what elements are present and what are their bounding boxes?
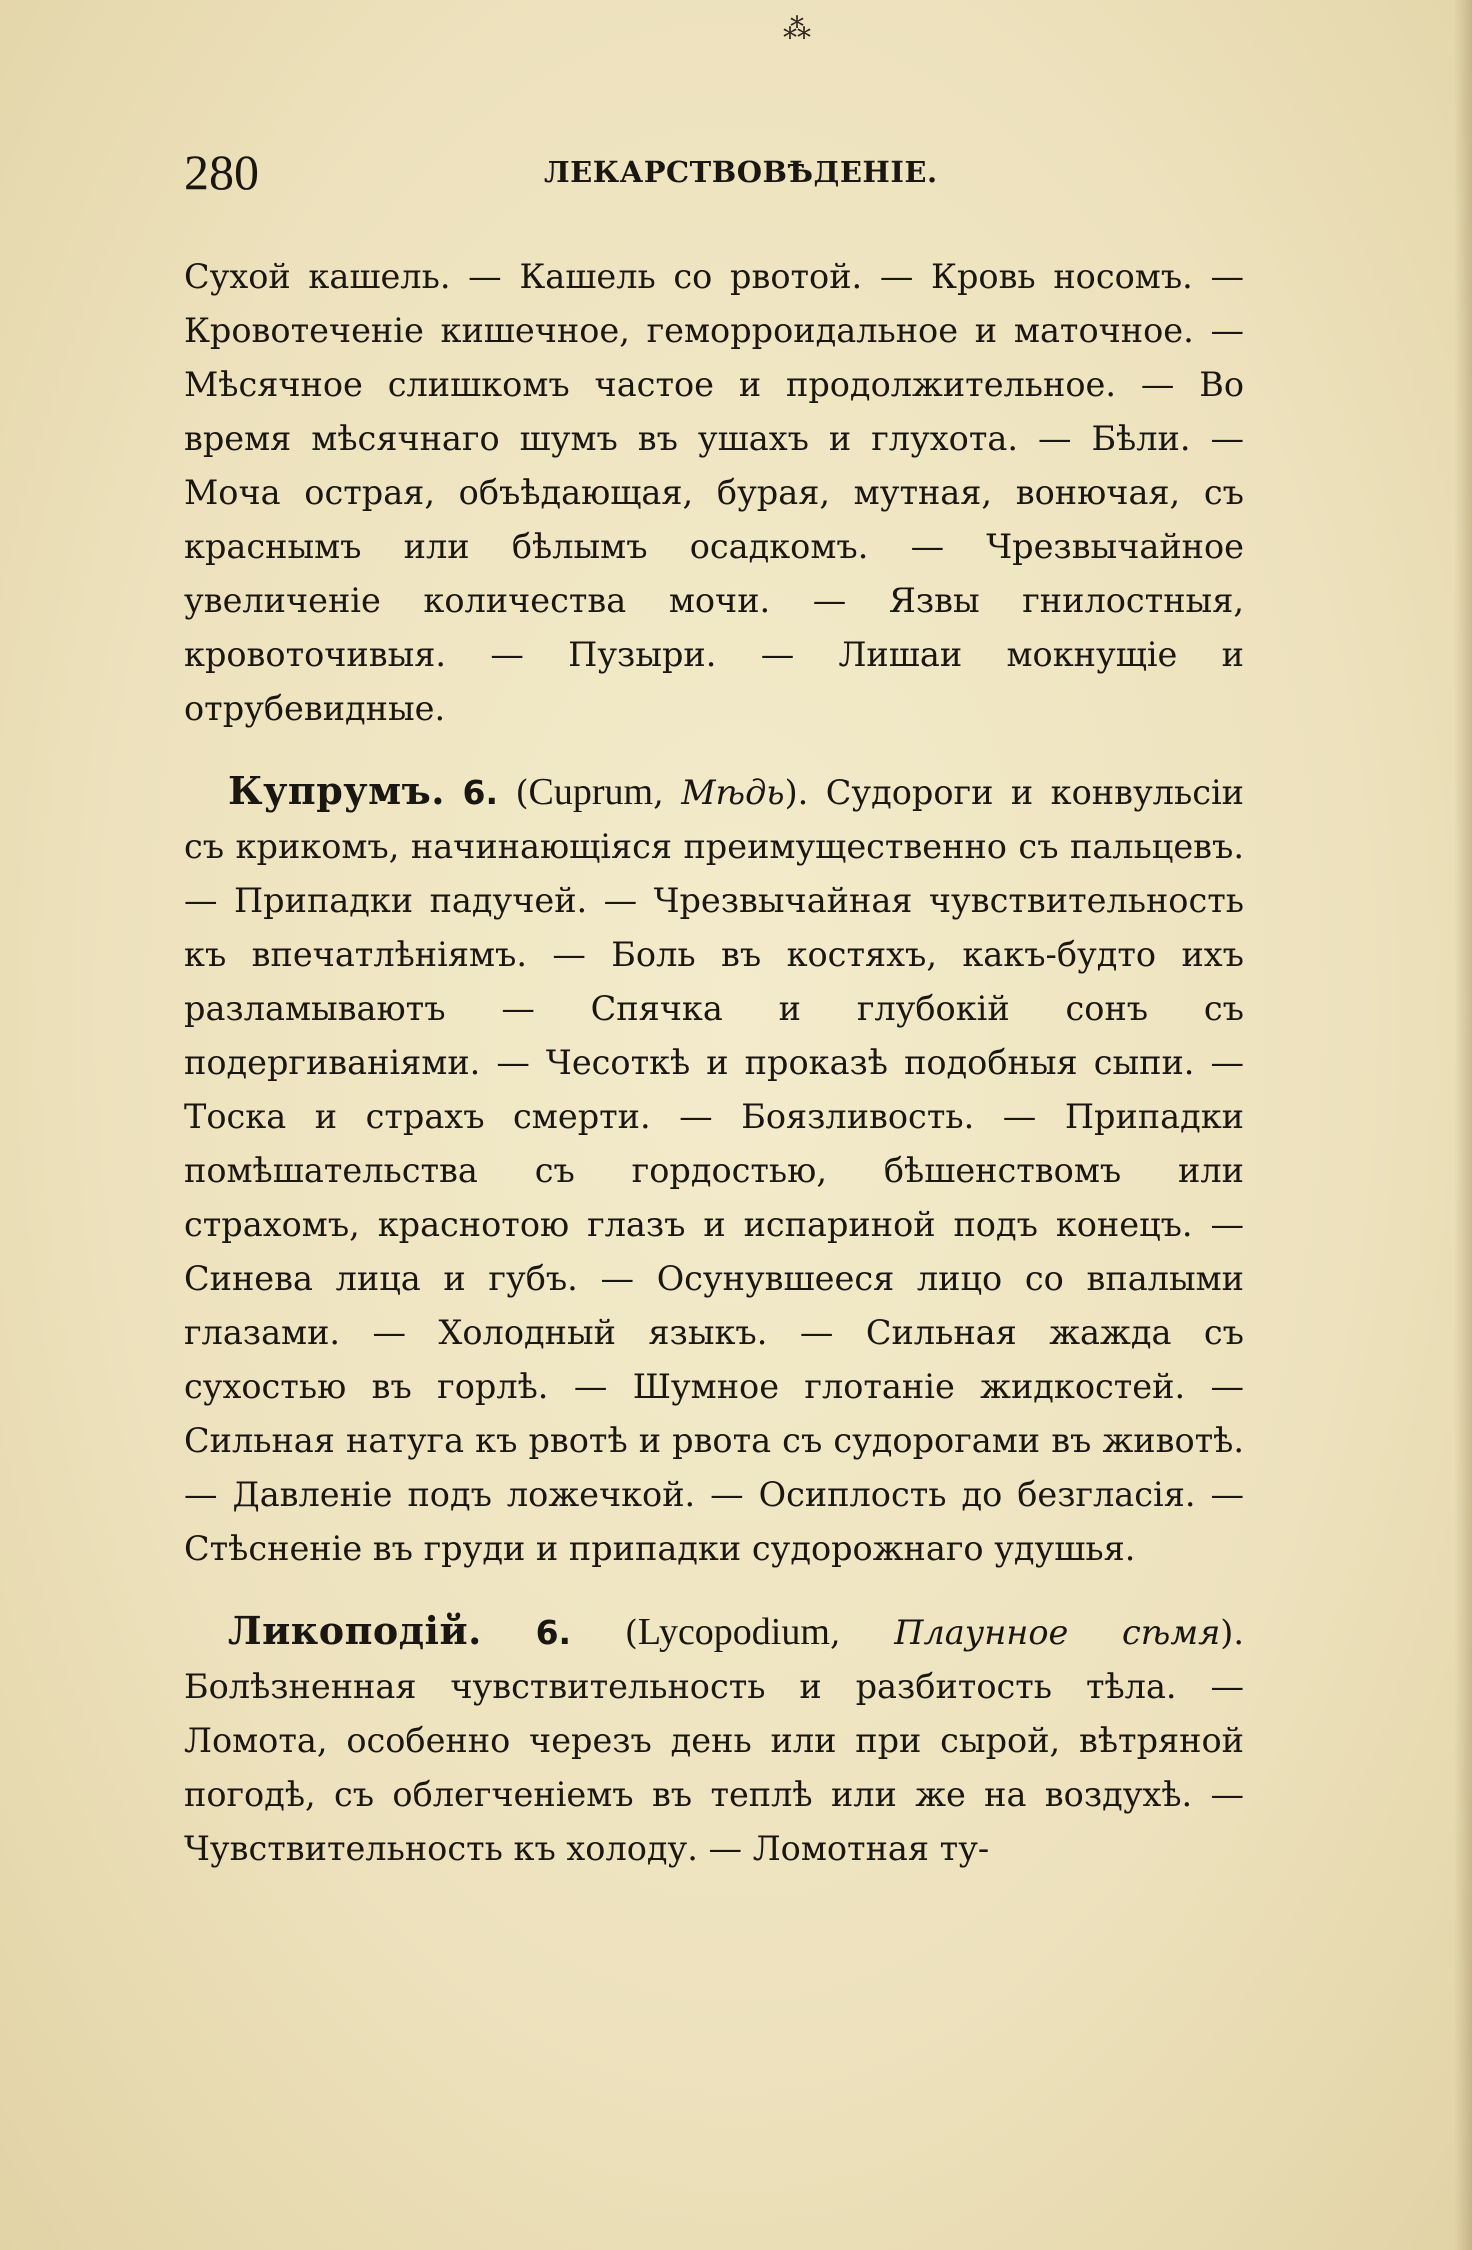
paragraph-continuation: [184, 250, 1244, 736]
entry-potency: 6.: [535, 1613, 572, 1652]
page-number: 280: [184, 144, 259, 200]
running-head: [184, 142, 1244, 202]
entry-headword: Купрумъ.: [228, 768, 445, 813]
entry-cuprum: [184, 764, 1244, 1576]
entry-latin-name: Cuprum: [528, 771, 654, 813]
entry-lycopodium: [184, 1604, 1244, 1876]
body-text: [184, 250, 1244, 1876]
printer-mark: ⁂: [783, 12, 811, 45]
paragraph-text: Сухой кашель. — Кашель со рвотой. — Кровь носомъ. — Кровотеченіе кишечное, геморроидальное и маточное. — Мѣсячное слишкомъ частое и продолжительное. — Во время мѣсячнаго шумъ въ ушахъ и глухота. — Бѣли. — Моча острая, объѣдающая, бурая, мутная, вонючая, съ краснымъ или бѣлымъ осадкомъ. — Чрезвычайное увеличеніе количества мочи. — Язвы гнилостныя, кровоточивыя. — Пузыри. — Лишаи мокнущіе и отрубевидные.: [184, 257, 1244, 728]
entry-text: Болѣзненная чувствительность и разбитость тѣла. — Ломота, особенно черезъ день или при сырой, вѣтряной погодѣ, съ облегченіемъ въ теплѣ или же на воздухѣ. — Чувствительность къ холоду. — Ломотная ту-: [184, 1667, 1244, 1868]
entry-headword: Ликоподій.: [228, 1608, 482, 1653]
running-title: ЛЕКАРСТВОВѢДЕНІЕ.: [544, 155, 938, 189]
separator: ,: [653, 773, 682, 812]
open-paren: (: [571, 1613, 638, 1652]
entry-text: Судороги и конвульсіи съ крикомъ, начинающіяся преимущественно съ пальцевъ. — Припадки падучей. — Чрезвычайная чувствительность къ впечатлѣніямъ. — Боль въ костяхъ, какъ-будто ихъ разламываютъ — Спячка и глубокій сонъ съ подергиваніями. — Чесоткѣ и проказѣ подобныя сыпи. — Тоска и страхъ смерти. — Боязливость. — Припадки помѣшательства съ гордостью, бѣшенствомъ или страхомъ, краснотою глазъ и испариной подъ конецъ. — Синева лица и губъ. — Осунувшееся лицо со впалыми глазами. — Холодный языкъ. — Сильная жажда съ сухостью въ горлѣ. — Шумное глотаніе жидкостей. — Сильная натуга къ рвотѣ и рвота съ судорогами въ животѣ. — Давленіе подъ ложечкой. — Осиплость до безгласія. — Стѣсненіе въ груди и припадки судорожнаго удушья.: [184, 773, 1244, 1568]
close-paren: ).: [1220, 1613, 1244, 1652]
entry-potency: 6.: [462, 773, 498, 812]
entry-russian-name: Мѣдь: [681, 773, 785, 812]
entry-russian-name: Плаунное сѣмя: [894, 1613, 1221, 1652]
close-paren: ).: [784, 773, 826, 812]
open-paren: (: [497, 773, 529, 812]
page-edge-shadow: [1454, 0, 1472, 2250]
entry-latin-name: Lycopodium: [637, 1611, 830, 1653]
separator: ,: [829, 1613, 895, 1652]
